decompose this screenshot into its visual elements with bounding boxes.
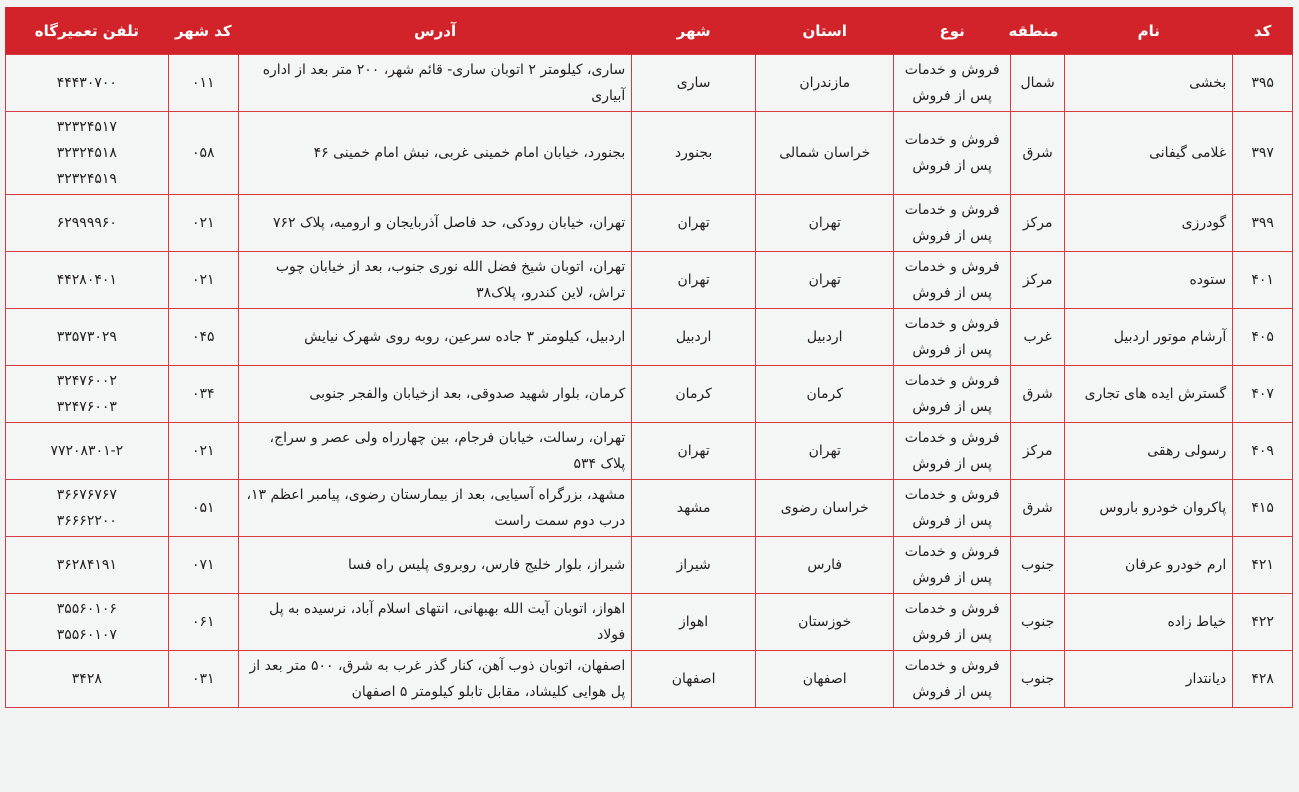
cell-city: بجنورد [632, 112, 756, 195]
cell-province: کرمان [756, 366, 894, 423]
cell-region: مرکز [1010, 423, 1065, 480]
phone-number: ۶۲۹۹۹۹۶۰ [56, 215, 117, 231]
phone-number: ۳۴۲۸ [71, 671, 102, 687]
cell-code: ۳۹۵ [1233, 55, 1293, 112]
table-row [6, 112, 1293, 195]
cell-city: اصفهان [632, 651, 756, 708]
cell-region: شمال [1010, 55, 1065, 112]
cell-name: بخشی [1065, 55, 1233, 112]
phone-number: ۳۳۵۷۳۰۲۹ [56, 329, 117, 345]
cell-phone [6, 594, 169, 651]
header-city: شهر [632, 7, 756, 55]
cell-province: خراسان رضوی [756, 480, 894, 537]
table-row [6, 309, 1293, 366]
cell-city: مشهد [632, 480, 756, 537]
cell-type: فروش و خدمات پس از فروش [894, 423, 1010, 480]
cell-phone [6, 55, 169, 112]
phone-number: ۳۲۴۷۶۰۰۳ [56, 399, 117, 415]
cell-type: فروش و خدمات پس از فروش [894, 480, 1010, 537]
cell-phone [6, 309, 169, 366]
cell-name: غلامی گیفانی [1065, 112, 1233, 195]
cell-city-code: ۰۲۱ [168, 195, 238, 252]
cell-city: تهران [632, 252, 756, 309]
cell-address: تهران، رسالت، خیابان فرجام، بین چهارراه ولی عصر و سراج، پلاک ۵۳۴ [238, 423, 631, 480]
phone-number: ۳۵۵۶۰۱۰۷ [56, 627, 117, 643]
table-row [6, 252, 1293, 309]
table-row [6, 537, 1293, 594]
cell-address: ساری، کیلومتر ۲ اتوبان ساری- قائم شهر، ۲۰۰ متر بعد از اداره آبیاری [238, 55, 631, 112]
cell-city-code: ۰۷۱ [168, 537, 238, 594]
cell-region: شرق [1010, 480, 1065, 537]
header-phone: تلفن تعمیرگاه [6, 7, 169, 55]
cell-province: تهران [756, 423, 894, 480]
cell-city-code: ۰۶۱ [168, 594, 238, 651]
cell-type: فروش و خدمات پس از فروش [894, 594, 1010, 651]
cell-name: دیانتدار [1065, 651, 1233, 708]
table-row [6, 195, 1293, 252]
phone-number: ۳۲۳۲۴۵۱۹ [56, 171, 117, 187]
cell-type: فروش و خدمات پس از فروش [894, 537, 1010, 594]
cell-phone [6, 195, 169, 252]
cell-address: بجنورد، خیابان امام خمینی غربی، نبش امام خمینی ۴۶ [238, 112, 631, 195]
phone-number: ۴۴۲۸۰۴۰۱ [56, 272, 117, 288]
cell-address: تهران، خیابان رودکی، حد فاصل آذربایجان و ارومیه، پلاک ۷۶۲ [238, 195, 631, 252]
cell-address: شیراز، بلوار خلیج فارس، روبروی پلیس راه فسا [238, 537, 631, 594]
cell-city-code: ۰۲۱ [168, 252, 238, 309]
cell-city: تهران [632, 195, 756, 252]
cell-city: کرمان [632, 366, 756, 423]
cell-phone [6, 366, 169, 423]
cell-phone [6, 252, 169, 309]
table-row [6, 480, 1293, 537]
cell-city-code: ۰۳۱ [168, 651, 238, 708]
cell-phone [6, 112, 169, 195]
cell-province: فارس [756, 537, 894, 594]
cell-phone [6, 423, 169, 480]
cell-address: اردبیل، کیلومتر ۳ جاده سرعین، روبه روی شهرک نیایش [238, 309, 631, 366]
cell-name: گودرزی [1065, 195, 1233, 252]
table-row [6, 423, 1293, 480]
table-body [6, 55, 1293, 708]
cell-city-code: ۰۴۵ [168, 309, 238, 366]
cell-code: ۴۲۱ [1233, 537, 1293, 594]
cell-code: ۳۹۷ [1233, 112, 1293, 195]
cell-region: شرق [1010, 112, 1065, 195]
cell-phone [6, 480, 169, 537]
cell-city-code: ۰۳۴ [168, 366, 238, 423]
cell-code: ۴۰۱ [1233, 252, 1293, 309]
cell-address: تهران، اتوبان شیخ فضل الله نوری جنوب، بعد از خیابان چوب تراش، لاین کندرو، پلاک۳۸ [238, 252, 631, 309]
cell-phone [6, 537, 169, 594]
header-row [6, 7, 1293, 55]
cell-region: غرب [1010, 309, 1065, 366]
cell-code: ۴۰۷ [1233, 366, 1293, 423]
phone-number: ۳۵۵۶۰۱۰۶ [56, 601, 117, 617]
cell-type: فروش و خدمات پس از فروش [894, 195, 1010, 252]
cell-province: تهران [756, 195, 894, 252]
cell-name: گسترش ایده های تجاری [1065, 366, 1233, 423]
cell-name: ارم خودرو عرفان [1065, 537, 1233, 594]
header-region: منطقه [1010, 7, 1065, 55]
cell-region: جنوب [1010, 651, 1065, 708]
cell-type: فروش و خدمات پس از فروش [894, 55, 1010, 112]
cell-province: تهران [756, 252, 894, 309]
cell-city-code: ۰۲۱ [168, 423, 238, 480]
cell-name: آرشام موتور اردبیل [1065, 309, 1233, 366]
header-name: نام [1065, 7, 1233, 55]
cell-address: مشهد، بزرگراه آسیایی، بعد از بیمارستان رضوی، پیامبر اعظم ۱۳، درب دوم سمت راست [238, 480, 631, 537]
cell-region: مرکز [1010, 195, 1065, 252]
phone-number: ۳۶۲۸۴۱۹۱ [56, 557, 117, 573]
cell-code: ۳۹۹ [1233, 195, 1293, 252]
cell-city: شیراز [632, 537, 756, 594]
cell-type: فروش و خدمات پس از فروش [894, 309, 1010, 366]
cell-province: مازندران [756, 55, 894, 112]
header-code: کد [1233, 7, 1293, 55]
table-row [6, 366, 1293, 423]
cell-city-code: ۰۵۱ [168, 480, 238, 537]
cell-type: فروش و خدمات پس از فروش [894, 366, 1010, 423]
cell-code: ۴۰۹ [1233, 423, 1293, 480]
cell-city: تهران [632, 423, 756, 480]
phone-number: ۳۶۶۷۶۷۶۷ [56, 487, 117, 503]
cell-city-code: ۰۱۱ [168, 55, 238, 112]
cell-name: پاکروان خودرو باروس [1065, 480, 1233, 537]
table-header [6, 7, 1293, 55]
cell-region: جنوب [1010, 594, 1065, 651]
cell-province: اصفهان [756, 651, 894, 708]
table-row [6, 651, 1293, 708]
table-row [6, 55, 1293, 112]
cell-province: اردبیل [756, 309, 894, 366]
phone-number: ۳۲۴۷۶۰۰۲ [56, 373, 117, 389]
phone-number: ۷۷۲۰۸۳۰۱-۲ [50, 443, 124, 459]
header-type: نوع [894, 7, 1010, 55]
cell-address: کرمان، بلوار شهید صدوقی، بعد ازخیابان والفجر جنوبی [238, 366, 631, 423]
dealer-table-container [5, 7, 1293, 708]
cell-city: ساری [632, 55, 756, 112]
phone-number: ۴۴۴۳۰۷۰۰ [56, 75, 117, 91]
cell-phone [6, 651, 169, 708]
cell-city: اهواز [632, 594, 756, 651]
header-city-code: کد شهر [168, 7, 238, 55]
dealer-table [5, 7, 1293, 708]
cell-code: ۴۲۸ [1233, 651, 1293, 708]
phone-number: ۳۶۶۶۲۲۰۰ [56, 513, 117, 529]
cell-code: ۴۲۲ [1233, 594, 1293, 651]
cell-code: ۴۱۵ [1233, 480, 1293, 537]
cell-address: اصفهان، اتوبان ذوب آهن، کنار گذر غرب به شرق، ۵۰۰ متر بعد از پل هوایی کلیشاد، مقابل تابلو کیلومتر ۵ اصفهان [238, 651, 631, 708]
cell-name: رسولی رهقی [1065, 423, 1233, 480]
cell-type: فروش و خدمات پس از فروش [894, 112, 1010, 195]
phone-number: ۳۲۳۲۴۵۱۷ [56, 119, 117, 135]
table-row [6, 594, 1293, 651]
cell-province: خوزستان [756, 594, 894, 651]
cell-address: اهواز، اتوبان آیت الله بهبهانی، انتهای اسلام آباد، نرسیده به پل فولاد [238, 594, 631, 651]
cell-city-code: ۰۵۸ [168, 112, 238, 195]
cell-code: ۴۰۵ [1233, 309, 1293, 366]
cell-city: اردبیل [632, 309, 756, 366]
cell-name: خیاط زاده [1065, 594, 1233, 651]
phone-number: ۳۲۳۲۴۵۱۸ [56, 145, 117, 161]
cell-name: ستوده [1065, 252, 1233, 309]
header-address: آدرس [238, 7, 631, 55]
cell-province: خراسان شمالی [756, 112, 894, 195]
cell-type: فروش و خدمات پس از فروش [894, 252, 1010, 309]
header-province: استان [756, 7, 894, 55]
cell-region: مرکز [1010, 252, 1065, 309]
cell-region: جنوب [1010, 537, 1065, 594]
cell-region: شرق [1010, 366, 1065, 423]
cell-type: فروش و خدمات پس از فروش [894, 651, 1010, 708]
